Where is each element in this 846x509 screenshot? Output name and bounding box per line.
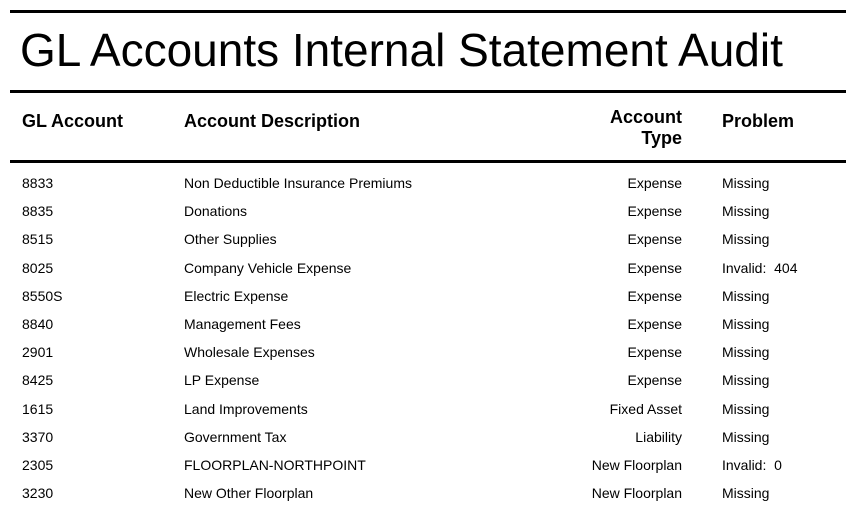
- cell-account-type: Expense: [627, 372, 682, 389]
- cell-problem: Missing: [722, 175, 770, 191]
- cell-account-description: Wholesale Expenses: [184, 344, 315, 361]
- cell-account-description: Electric Expense: [184, 287, 289, 304]
- cell-account-type: Liability: [635, 428, 682, 445]
- cell-gl-account: 8425: [22, 372, 54, 389]
- cell-problem: Missing: [722, 372, 770, 389]
- cell-gl-account: 3230: [22, 485, 54, 502]
- table-row: [0, 366, 846, 394]
- report-title: GL Accounts Internal Statement Audit: [20, 24, 783, 76]
- table-row: [0, 395, 846, 423]
- cell-account-type: Expense: [627, 203, 682, 220]
- header-gl-account: GL Account: [22, 111, 124, 131]
- cell-gl-account: 8515: [22, 231, 54, 248]
- cell-problem: Missing: [722, 485, 770, 502]
- cell-problem: Missing: [722, 231, 770, 248]
- cell-account-type: Expense: [627, 315, 682, 332]
- table-row: [0, 225, 846, 253]
- header-account-description: Account Description: [184, 111, 361, 131]
- table-row: [0, 254, 846, 282]
- table-row: [0, 310, 846, 338]
- cell-gl-account: 8025: [22, 259, 54, 276]
- cell-account-description: Company Vehicle Expense: [184, 259, 352, 276]
- top-rule: [10, 10, 846, 13]
- table-header: [0, 107, 846, 157]
- cell-problem: Invalid: 404: [722, 259, 798, 276]
- cell-account-description: Donations: [184, 203, 248, 220]
- table-row: [0, 451, 846, 479]
- header-account-type-line2: Type: [641, 128, 682, 148]
- cell-account-description: Government Tax: [184, 428, 287, 445]
- cell-account-type: Expense: [627, 287, 682, 304]
- cell-account-type: New Floorplan: [591, 456, 682, 473]
- cell-account-type: Expense: [627, 175, 682, 191]
- cell-problem: Missing: [722, 400, 770, 417]
- cell-problem: Missing: [722, 344, 770, 361]
- cell-problem: Missing: [722, 203, 770, 220]
- cell-problem: Missing: [722, 287, 770, 304]
- cell-account-type: Fixed Asset: [609, 400, 682, 417]
- cell-problem: Invalid: 0: [722, 456, 782, 473]
- cell-account-description: LP Expense: [184, 372, 260, 389]
- cell-problem: Missing: [722, 428, 770, 445]
- cell-problem: Missing: [722, 315, 770, 332]
- title-rule: [10, 90, 846, 93]
- cell-gl-account: 1615: [22, 400, 54, 417]
- cell-account-type: Expense: [627, 344, 682, 361]
- cell-account-type: New Floorplan: [591, 485, 682, 502]
- header-account-type-line1: Account: [610, 107, 682, 127]
- cell-account-description: Management Fees: [184, 315, 301, 332]
- header-problem: Problem: [722, 111, 795, 131]
- cell-gl-account: 8835: [22, 203, 54, 220]
- cell-gl-account: 8550S: [22, 287, 63, 304]
- cell-account-type: Expense: [627, 259, 682, 276]
- cell-account-type: Expense: [627, 231, 682, 248]
- cell-account-description: Other Supplies: [184, 231, 277, 248]
- cell-account-description: Land Improvements: [184, 400, 308, 417]
- cell-account-description: FLOORPLAN-NORTHPOINT: [184, 456, 366, 473]
- cell-gl-account: 2901: [22, 344, 54, 361]
- table-row: [0, 169, 846, 197]
- table-row: [0, 479, 846, 507]
- cell-account-description: New Other Floorplan: [184, 485, 314, 502]
- cell-gl-account: 8833: [22, 175, 54, 191]
- cell-gl-account: 2305: [22, 456, 54, 473]
- cell-gl-account: 8840: [22, 315, 54, 332]
- header-account-type: [560, 107, 682, 149]
- cell-account-description: Non Deductible Insurance Premiums: [184, 175, 412, 191]
- table-row: [0, 338, 846, 366]
- table-row: [0, 282, 846, 310]
- table-row: [0, 423, 846, 451]
- table-row: [0, 197, 846, 225]
- cell-gl-account: 3370: [22, 428, 54, 445]
- header-rule: [10, 160, 846, 163]
- table-body: [0, 169, 846, 507]
